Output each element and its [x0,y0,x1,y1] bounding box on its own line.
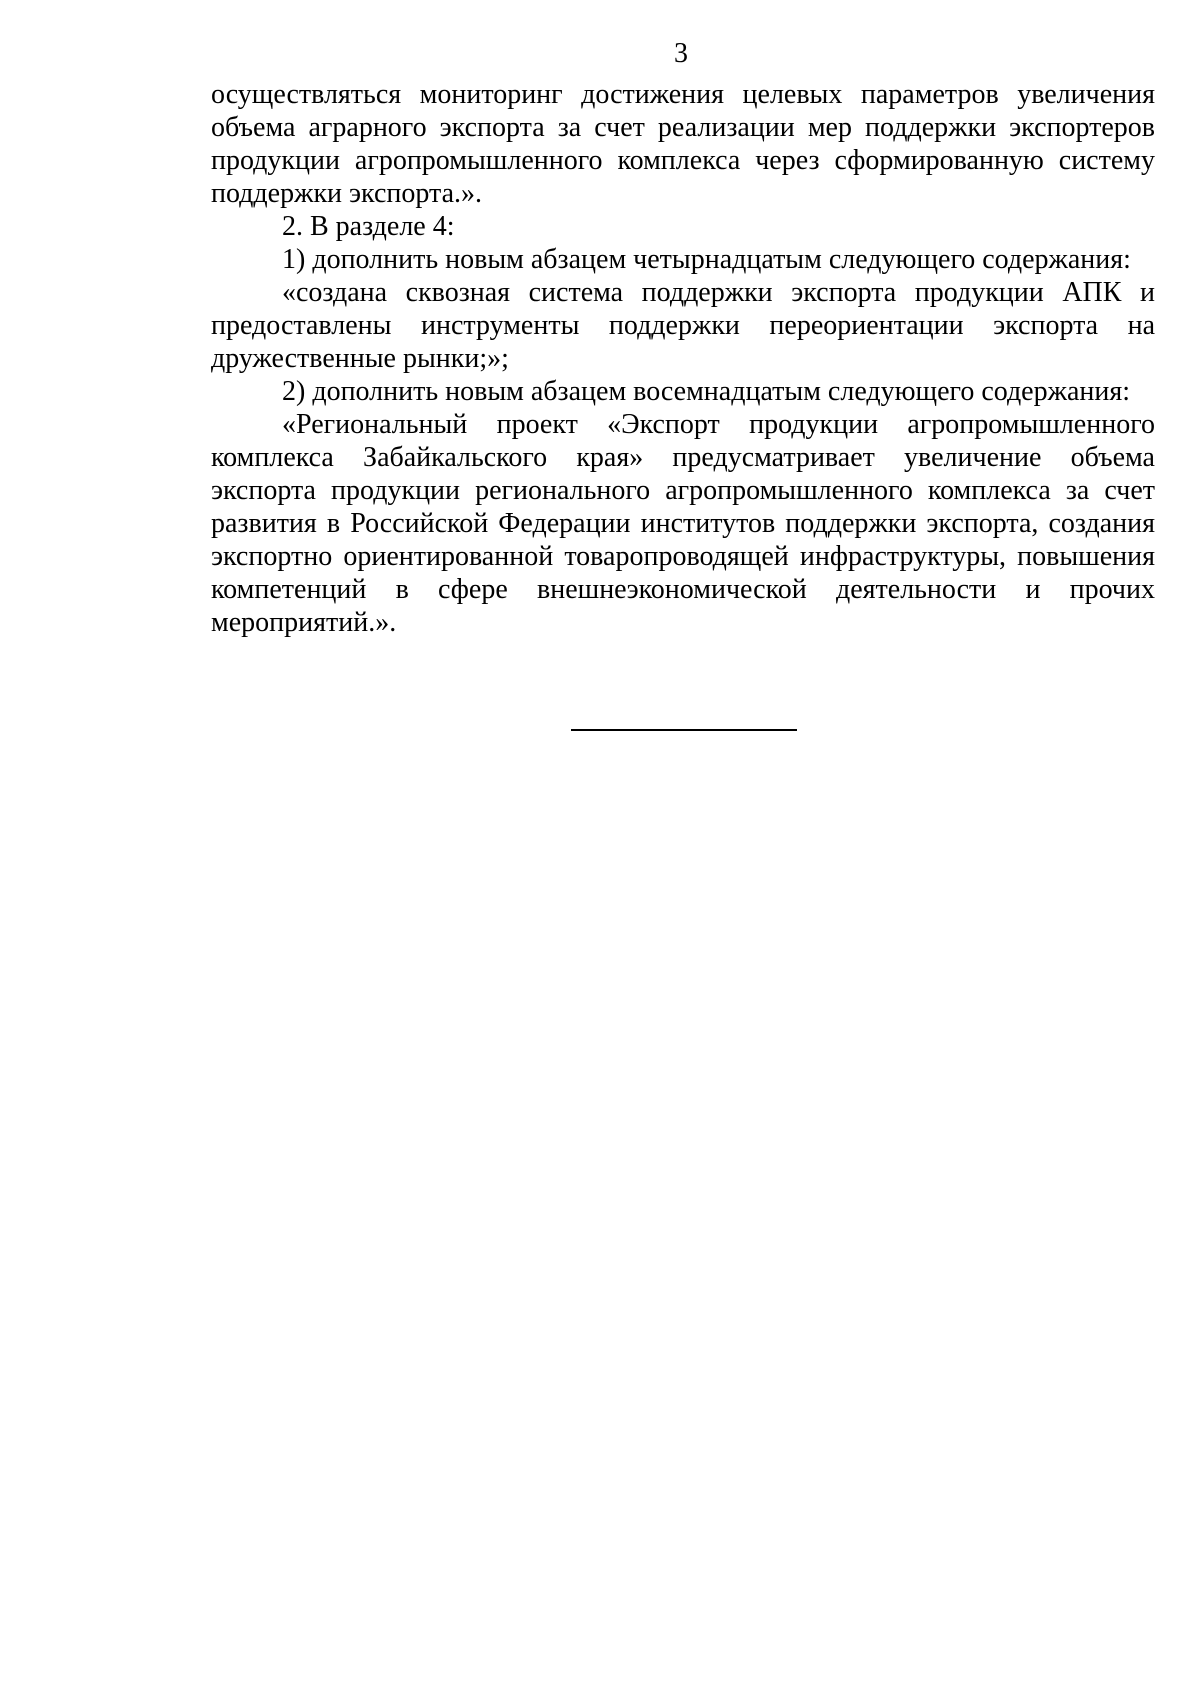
paragraph-item-1: 1) дополнить новым абзацем четырнадцатым следующего содержания: [282,244,1131,275]
paragraph-quote-2: «Региональный проект «Экспорт продукции агропромышленного комплекса Забайкальского края» предусматривает увеличение объема экспорта продукции регионального агропромышленного комплекса за счет развития в Российской Федерации институтов поддержки экспорта, создания экспортно ориентированной товаропроводящей инфраструктуры, повышения компетенций в сфере внешнеэкономической деятельности и прочих мероприятий.». [211,409,1155,638]
page-number: 3 [674,38,688,69]
paragraph-quote-1: «создана сквозная система поддержки экспорта продукции АПК и предоставлены инструменты поддержки переориентации экспорта на дружественные рынки;»; [211,277,1155,374]
document-body [211,78,1155,639]
paragraph-section-heading: 2. В разделе 4: [282,211,455,242]
paragraph-item-2: 2) дополнить новым абзацем восемнадцатым следующего содержания: [282,376,1131,407]
end-of-document-rule [571,729,797,731]
paragraph-continuation: осуществляться мониторинг достижения целевых параметров увеличения объема аграрного экспорта за счет реализации мер поддержки экспортеров продукции агропромышленного комплекса через сформированную систему поддержки экспорта.». [211,79,1155,209]
